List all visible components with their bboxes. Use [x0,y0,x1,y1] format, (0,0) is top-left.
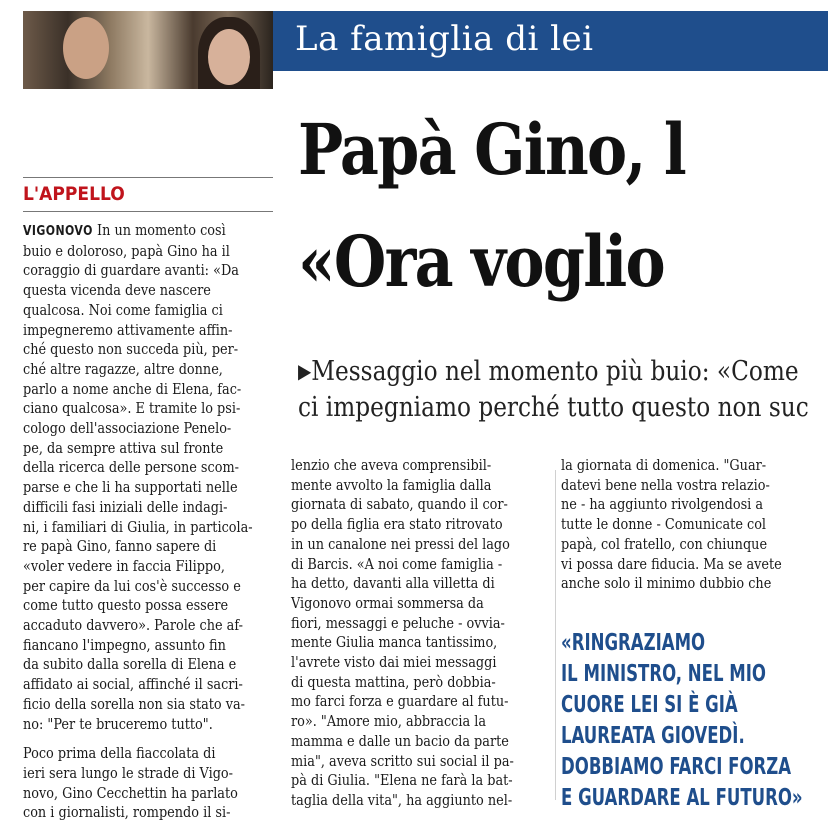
quote-text: IL MINISTRO, NEL MIO [561,661,766,687]
article-column-1 [23,221,273,823]
quote-line [561,659,803,690]
subhead-line-2: ci impegniamo perché tutto questo non suc [298,392,809,423]
col2-text: ro». "Amore mio, abbraccia la [291,712,486,731]
col2-line [291,476,505,496]
col1-line [23,419,233,439]
dateline: VIGONOVO [23,224,98,239]
col1-text: coraggio di guardare avanti: «Da [23,261,239,280]
col2-line [291,692,509,712]
col1-text: ni, i familiari di Giulia, in particola- [23,517,253,536]
col2-text: mente avvolto la famiglia dalla [291,475,492,494]
col3-text: anche solo il minimo dubbio che [561,574,772,593]
pull-quote [561,628,828,814]
col1-text: parse e che li ha supportati nelle [23,478,238,497]
col2-text: in un canalone nei pressi del lago [291,534,510,553]
col1-line [23,399,241,419]
article-column-2 [291,456,546,811]
col2-line [291,614,505,634]
col1-text: no: "Per te bruceremo tutto". [23,714,213,733]
col2-text: pà di Giulia. "Elena ne farà la bat- [291,771,513,790]
col1-text: difficili fasi iniziali delle indagi- [23,497,228,516]
col2-text: di Barcis. «A noi come famiglia - [291,554,503,573]
col1-line [23,764,233,784]
col1-text: con i giornalisti, rompendo il si- [23,803,231,822]
col3-text: ne - ha aggiunto rivolgendosi a [561,495,764,514]
col2-line [291,456,505,476]
col3-text: datevi bene nella vostra relazio- [561,475,770,494]
col1-line [23,576,241,597]
col1-line [23,478,238,498]
subhead-line-1 [298,356,799,387]
col1-line [23,261,239,281]
col3-line [561,456,785,476]
col3-line [561,535,785,555]
col1-line [23,360,233,380]
col1-text: impegneremo attivamente affin- [23,320,233,339]
col3-line [561,515,785,535]
family-photo [23,11,273,89]
col1-line [23,655,237,675]
col1-text: pe, da sempre attiva sul fronte [23,438,224,457]
col2-line [291,751,514,772]
col1-text: accaduto davvero». Parole che af- [23,616,243,635]
col2-text: taglia della vita", ha aggiunto nel- [291,790,513,809]
quote-line [561,690,803,721]
col1-text: ché altre ragazze, altre donne, [23,359,223,378]
col2-line [291,515,505,535]
col2-text: ha detto, davanti alla villetta di [291,574,495,593]
col1-text: Poco prima della fiaccolata di [23,744,216,763]
quote-line [561,721,803,752]
col2-line [291,633,505,653]
col1-text: affidato ai social, affinché il sacri- [23,675,243,694]
col3-text: la giornata di domenica. "Guar- [561,456,767,474]
col1-line [23,616,243,636]
col1-line [23,537,233,557]
col2-line [291,555,505,575]
quote-text: E GUARDARE AL FUTURO» [561,785,803,811]
col2-line [291,673,505,693]
col1-line [23,694,246,715]
headline-line-1: Papà Gino, l [298,108,686,191]
col2-line [291,771,513,791]
col3-line [561,495,785,515]
col2-line [291,495,508,515]
kicker-rule-bottom [23,211,273,212]
col1-line [23,517,253,538]
subhead-text-1: Messaggio nel momento più buio: «Come [311,356,799,387]
col2-line [291,790,513,811]
col1-line [23,675,243,695]
col1-text: «voler vedere in faccia Filippo, [23,556,225,575]
col2-line [291,653,505,673]
col1-line [23,783,238,804]
col3-text: papà, col fratello, con chiunque [561,534,768,553]
quote-line [561,752,803,783]
col1-text: ieri sera lungo le strade di Vigo- [23,763,234,782]
col1-text: novo, Gino Cecchettin ha parlato [23,783,238,802]
col1-text: della ricerca delle persone scom- [23,458,239,477]
paragraph-gap [23,734,273,744]
col1-text: In un momento così [97,221,226,239]
col3-line [561,476,785,496]
col1-line [23,340,239,360]
col1-text: fiancano l'impegno, assunto fin [23,635,226,654]
woman-face [208,29,250,85]
col1-text: per capire da lui cos'è successo e [23,576,241,595]
col1-line [23,221,233,242]
col1-line [23,596,233,616]
col1-line [23,803,233,823]
col2-text: fiori, messaggi e peluche - ovvia- [291,613,505,632]
col2-text: mo farci forza e guardare al futu- [291,692,509,711]
col2-text: mia", aveva scritto sui social il pa- [291,751,514,770]
quote-text: CUORE LEI SI È GIÀ [561,692,738,718]
col2-line [291,594,505,614]
col3-text: vi possa dare fiducia. Ma se avete [561,554,782,573]
col2-text: mente Giulia manca tantissimo, [291,633,498,652]
col1-line [23,379,242,400]
col2-text: di questa mattina, però dobbia- [291,672,496,691]
column-divider [555,470,556,800]
col1-text: questa vicenda deve nascere [23,281,211,300]
section-header [273,11,828,71]
col3-line [561,574,785,594]
col1-line [23,301,233,321]
col1-line [23,281,233,301]
col1-line [23,498,233,518]
col1-text: ché questo non succeda più, per- [23,340,239,359]
col1-text: da subito dalla sorella di Elena e [23,655,237,674]
quote-text: «RINGRAZIAMO [561,630,706,656]
col1-text: cologo dell'associazione Penelo- [23,419,232,438]
col1-text: buio e doloroso, papà Gino ha il [23,241,230,260]
col1-text: come tutto questo possa essere [23,596,229,615]
man-face [63,17,109,79]
col1-text: parlo a nome anche di Elena, fac- [23,379,242,398]
col2-line [291,731,509,752]
col3-line [561,555,785,575]
col3-text: tutte le donne - Comunicate col [561,515,767,534]
triangle-icon: ▶ [298,359,312,383]
quote-line [561,783,803,814]
col1-text: re papà Gino, fanno sapere di [23,537,217,556]
col1-line [23,321,233,341]
col2-text: po della figlia era stato ritrovato [291,515,503,534]
col2-text: l'avrete visto dai miei messaggi [291,653,497,672]
kicker-rule-top [23,177,273,178]
col2-text: Vigonovo ormai sommersa da [291,593,484,612]
quote-line [561,628,803,659]
col2-line [291,574,505,594]
col1-line [23,636,233,656]
col1-line [23,557,233,577]
headline-line-2: «Ora voglio [298,220,664,303]
col2-line [291,712,505,732]
col2-text: mamma e dalle un bacio da parte [291,731,509,750]
col2-text: giornata di sabato, quando il cor- [291,495,508,514]
col2-text: lenzio che aveva comprensibil- [291,456,492,474]
col1-text: ciano qualcosa». E tramite lo psi- [23,399,241,418]
quote-text: LAUREATA GIOVEDÌ. [561,723,745,749]
kicker-label: L'APPELLO [23,183,125,205]
col2-line [291,534,510,555]
col1-line [23,715,233,735]
col1-line [23,458,239,478]
col1-line [23,439,233,459]
col1-line [23,744,233,764]
quote-text: DOBBIAMO FARCI FORZA [561,754,792,780]
col1-line [23,242,233,262]
section-title: La famiglia di lei [295,19,594,59]
article-column-3 [561,456,828,594]
col1-text: qualcosa. Noi come famiglia ci [23,300,223,319]
col1-text: ficio della sorella non sia stato va- [23,694,246,713]
